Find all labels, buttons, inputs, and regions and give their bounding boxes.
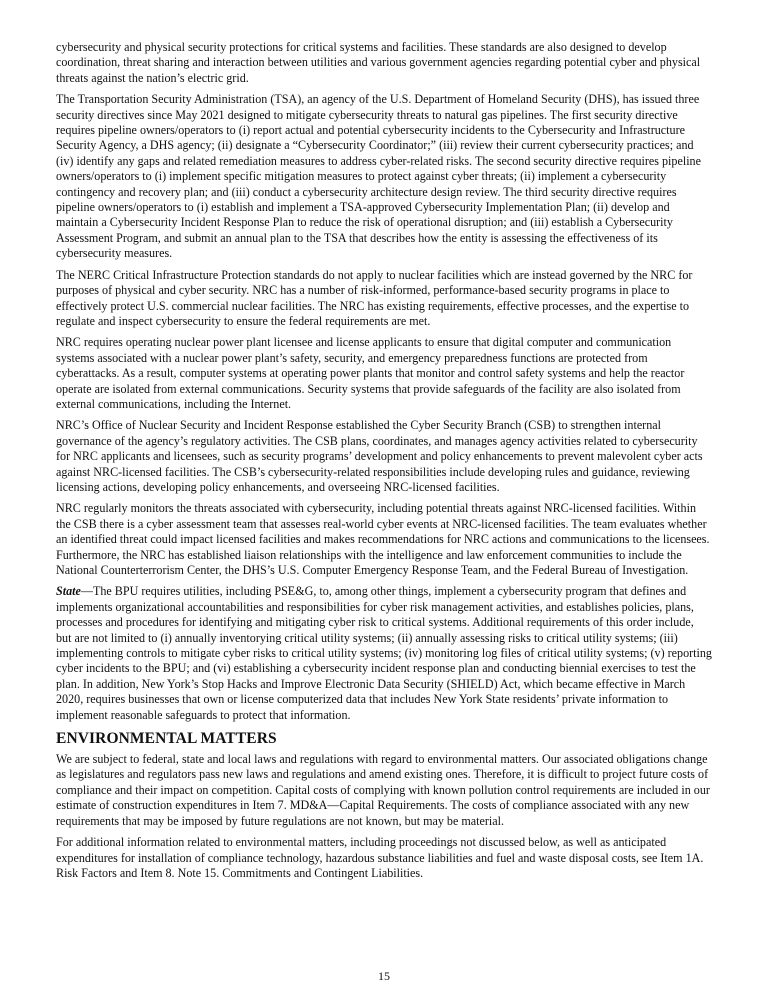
paragraph-nerc-standards-continued: cybersecurity and physical security protections for critical systems and facilities. These standards are also designed to develop coordination, threat sharing and interaction between utilities and various government agencies regarding potential cyber and physical threats against the nation’s electric grid.: [56, 40, 701, 85]
section-heading-environmental-matters: ENVIRONMENTAL MATTERS: [56, 730, 277, 748]
state-paragraph-text: —The BPU requires utilities, including PSE&G, to, among other things, implement a cybersecurity program that defines and implements organizational accountabilities and responsibilities for cyber risk management activities, and establishes policies, plans, processes and procedures for identifying and mitigating cyber risk to critical systems. Additional requirements of this order include, but are not limited to (i) annually inventorying critical utility systems; (ii) annually assessing risks to critical utility systems; (iii) implementing controls to mitigate cyber risks to critical utility systems; (iv) monitoring log files of critical utility systems; (v) reporting cyber incidents to the BPU; and (vi) establishing a cybersecurity incident response plan and conducting biennial exercises to test the plan. In addition, New York’s Stop Hacks and Improve Electronic Data Security (SHIELD) Act, which became effective in March 2020, requires businesses that own or license computerized data that includes New York State residents’ private information to implement reasonable safeguards to protect that information.: [56, 584, 712, 722]
paragraph-state: [56, 584, 712, 723]
document-page: [56, 40, 712, 887]
paragraph-nrc-requirements: NRC requires operating nuclear power plant licensee and license applicants to ensure that digital computer and communication systems associated with a nuclear power plant’s safety, security, and emergency preparedness functions are protected from cyberattacks. As a result, computer systems at operating power plants that monitor and control safety systems and help the reactor operate are isolated from external communications. Security systems that provide safeguards of the facility are also isolated from external communications, including the Internet.: [56, 335, 685, 411]
paragraph-nrc-csb: NRC’s Office of Nuclear Security and Incident Response established the Cyber Security Branch (CSB) to strengthen internal governance of the agency’s regulatory activities. The CSB plans, coordinates, and manages agency activities related to cybersecurity for NRC applicants and licensees, such as security programs’ development and policy enhancements to prevent malevolent cyber acts against NRC-licensed facilities. The CSB’s cybersecurity-related responsibilities include developing rules and guidance, reviewing licensing actions, developing policy enhancements, and overseeing NRC-licensed facilities.: [56, 418, 703, 494]
state-lead-label: State: [56, 584, 81, 599]
paragraph-environmental-additional-info: For additional information related to environmental matters, including proceedings not discussed below, as well as anticipated expenditures for installation of compliance technology, hazardous substance liabilities and fuel and waste disposal costs, see Item 1A. Risk Factors and Item 8. Note 15. Commitments and Contingent Liabilities.: [56, 835, 704, 880]
paragraph-environmental-laws: We are subject to federal, state and local laws and regulations with regard to environmental matters. Our associated obligations change as legislatures and regulators pass new laws and regulations and amend existing ones. Therefore, it is difficult to project future costs of compliance and their impact on competition. Capital costs of complying with known pollution control requirements are included in our estimate of construction expenditures in Item 7. MD&A—Capital Requirements. The costs of compliance associated with any new requirements that may be imposed by future regulations are not known, but may be material.: [56, 752, 710, 828]
paragraph-nrc-monitoring: NRC regularly monitors the threats associated with cybersecurity, including potential threats against NRC-licensed facilities. Within the CSB there is a cyber assessment team that assesses real-world cyber events at NRC-licensed facilities. The team evaluates whether an identified threat could impact licensed facilities and makes recommendations for NRC actions and communications to the licensees. Furthermore, the NRC has established liaison relationships with the intelligence and law enforcement communities to include the National Counterterrorism Center, the DHS’s U.S. Computer Emergency Response Team, and the Federal Bureau of Investigation.: [56, 501, 710, 577]
paragraph-nerc-cip-nuclear: The NERC Critical Infrastructure Protection standards do not apply to nuclear facilities which are instead governed by the NRC for purposes of physical and cyber security. NRC has a number of risk-informed, performance-based security programs in place to effectively protect U.S. commercial nuclear facilities. The NRC has existing requirements, effective processes, and the expertise to regulate and inspect cybersecurity to ensure the federal requirements are met.: [56, 267, 693, 328]
paragraph-tsa-directives: The Transportation Security Administration (TSA), an agency of the U.S. Department of Homeland Security (DHS), has issued three security directives since May 2021 designed to mitigate cybersecurity threats to natural gas pipelines. The first security directive requires pipeline owners/operators to (i) report actual and potential cybersecurity incidents to the Cybersecurity and Infrastructure Security Agency, a DHS agency; (ii) designate a “Cybersecurity Coordinator;” (iii) review their current cybersecurity practices; and (iv) identify any gaps and related remediation measures to address cyber-related risks. The second security directive requires pipeline owners/operators to (i) implement specific mitigation measures to protect against cyber threats; (ii) implement a cybersecurity contingency and recovery plan; and (iii) conduct a cybersecurity architecture design review. The third security directive requires pipeline owners/operators to (i) establish and implement a TSA-approved Cybersecurity Implementation Plan; (ii) develop and maintain a Cybersecurity Incident Response Plan to reduce the risk of operational disruption; and (iii) establish a Cybersecurity Assessment Program, and submit an annual plan to the TSA that describes how the entity is assessing the effectiveness of its cybersecurity measures.: [56, 92, 701, 261]
page-number: 15: [378, 969, 390, 983]
